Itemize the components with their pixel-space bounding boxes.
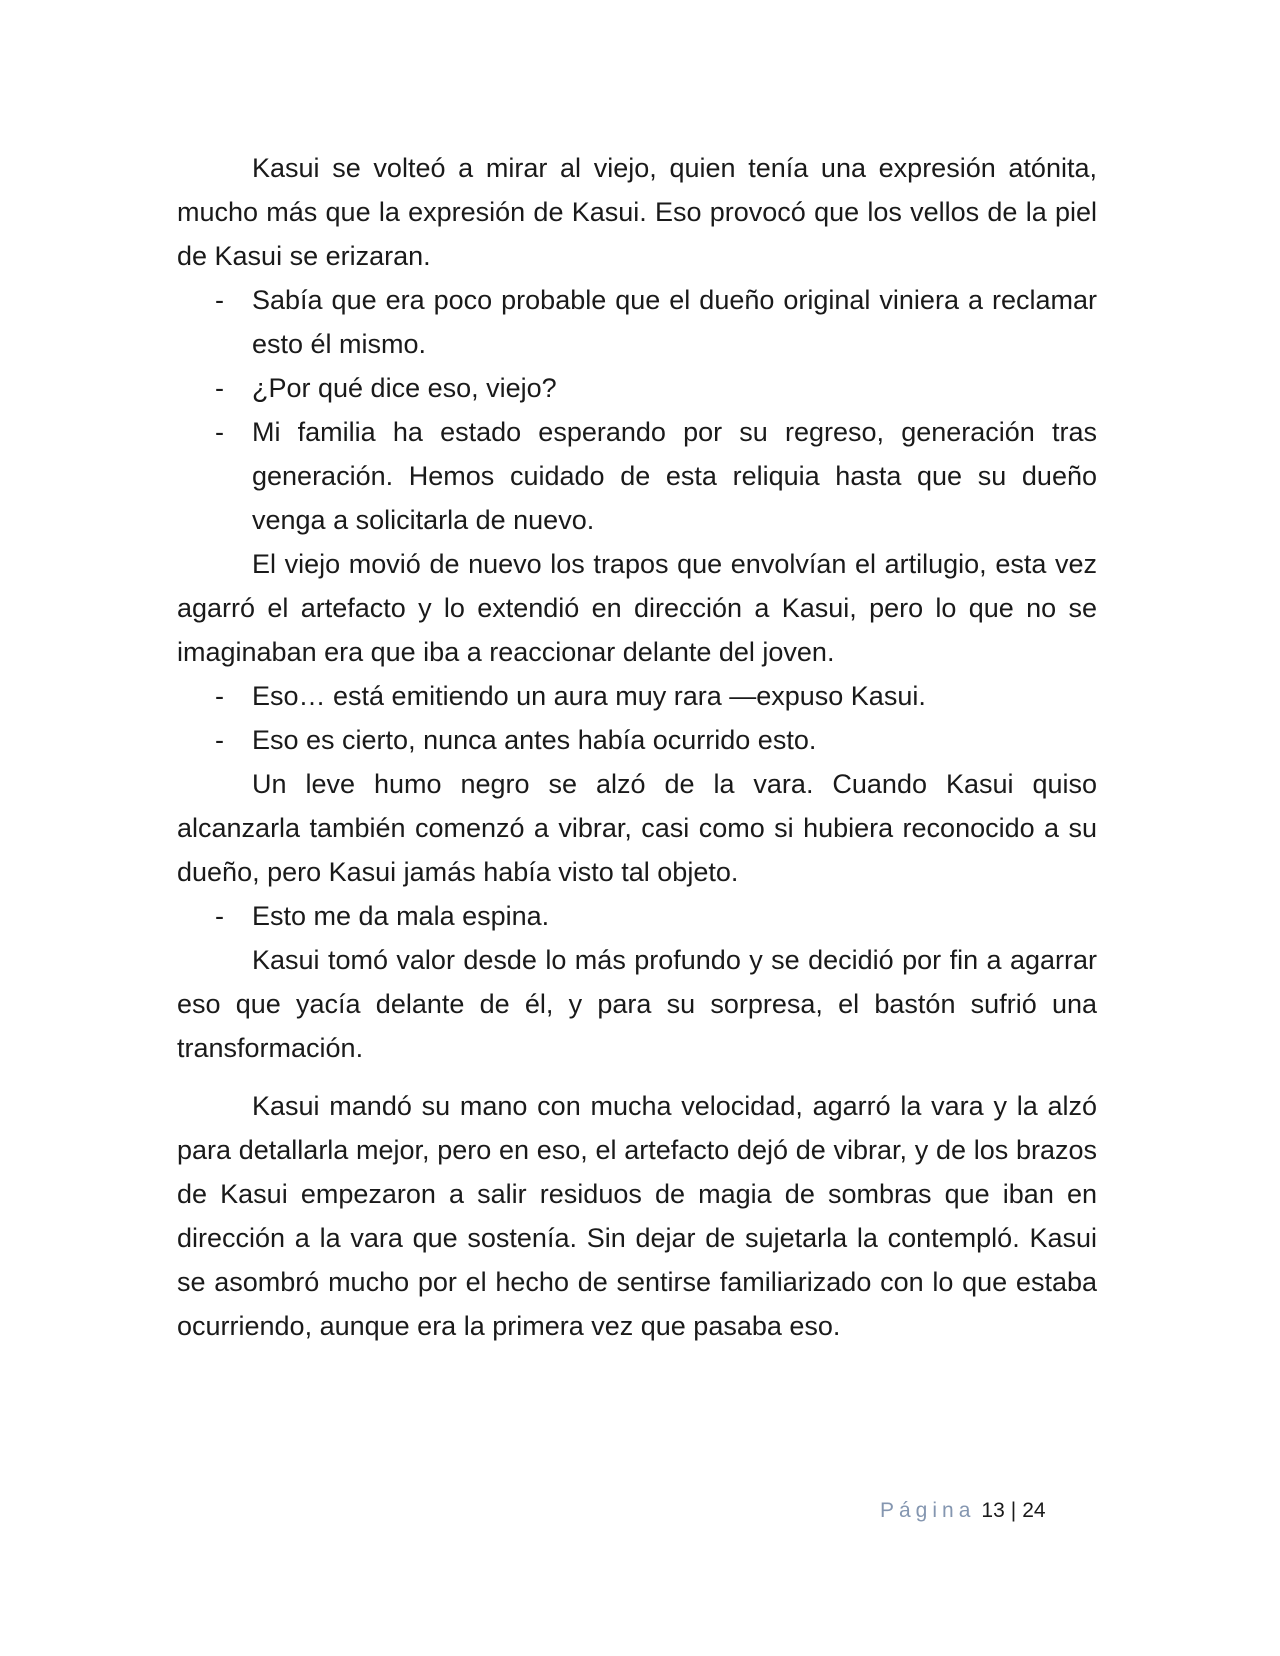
dialogue-group-1: [177, 278, 1097, 542]
paragraph-2: El viejo movió de nuevo los trapos que envolvían el artilugio, esta vez agarró el artefacto y lo extendió en dirección a Kasui, pero lo que no se imaginaban era que iba a reaccionar delante del joven.: [177, 549, 1097, 667]
dialogue-text: Mi familia ha estado esperando por su regreso, generación tras generación. Hemos cuidado de esta reliquia hasta que su dueño venga a solicitarla de nuevo.: [252, 417, 1097, 535]
paragraph-5: Kasui mandó su mano con mucha velocidad, agarró la vara y la alzó para detallarla mejor, pero en eso, el artefacto dejó de vibrar, y de los brazos de Kasui empezaron a salir residuos de magia de sombras que iban en dirección a la vara que sostenía. Sin dejar de sujetarla la contempló. Kasui se asombró mucho por el hecho de sentirse familiarizado con lo que estaba ocurriendo, aunque era la primera vez que pasaba eso.: [177, 1091, 1097, 1341]
dialogue-line: [177, 278, 1097, 366]
dialogue-group-3: [177, 894, 1097, 938]
dash-marker: -: [215, 417, 224, 447]
dialogue-line: [177, 410, 1097, 542]
dialogue-text: Esto me da mala espina.: [252, 901, 550, 931]
page-footer: [880, 1497, 1046, 1525]
dialogue-line: [177, 718, 1097, 762]
dialogue-line: [177, 894, 1097, 938]
body-text: [177, 146, 1097, 1348]
page-total: 24: [1022, 1499, 1046, 1522]
paragraph-4: Kasui tomó valor desde lo más profundo y se decidió por fin a agarrar eso que yacía delante de él, y para su sorpresa, el bastón sufrió una transformación.: [177, 945, 1097, 1063]
dialogue-line: [177, 674, 1097, 718]
dialogue-text: Eso… está emitiendo un aura muy rara —expuso Kasui.: [252, 681, 926, 711]
dash-marker: -: [215, 285, 224, 315]
dialogue-text: Eso es cierto, nunca antes había ocurrido esto.: [252, 725, 817, 755]
page-separator: |: [1010, 1499, 1017, 1522]
paragraph-1: Kasui se volteó a mirar al viejo, quien tenía una expresión atónita, mucho más que la expresión de Kasui. Eso provocó que los vellos de la piel de Kasui se erizaran.: [177, 153, 1097, 271]
dash-marker: -: [215, 901, 224, 931]
dash-marker: -: [215, 373, 224, 403]
dash-marker: -: [215, 681, 224, 711]
page-number: 13: [981, 1499, 1005, 1522]
dialogue-group-2: [177, 674, 1097, 762]
page-label: Página: [880, 1499, 976, 1522]
dialogue-text: Sabía que era poco probable que el dueño original viniera a reclamar esto él mismo.: [252, 285, 1097, 359]
paragraph-3: Un leve humo negro se alzó de la vara. Cuando Kasui quiso alcanzarla también comenzó a vibrar, casi como si hubiera reconocido a su dueño, pero Kasui jamás había visto tal objeto.: [177, 769, 1097, 887]
dialogue-line: [177, 366, 1097, 410]
dash-marker: -: [215, 725, 224, 755]
dialogue-text: ¿Por qué dice eso, viejo?: [252, 373, 557, 403]
